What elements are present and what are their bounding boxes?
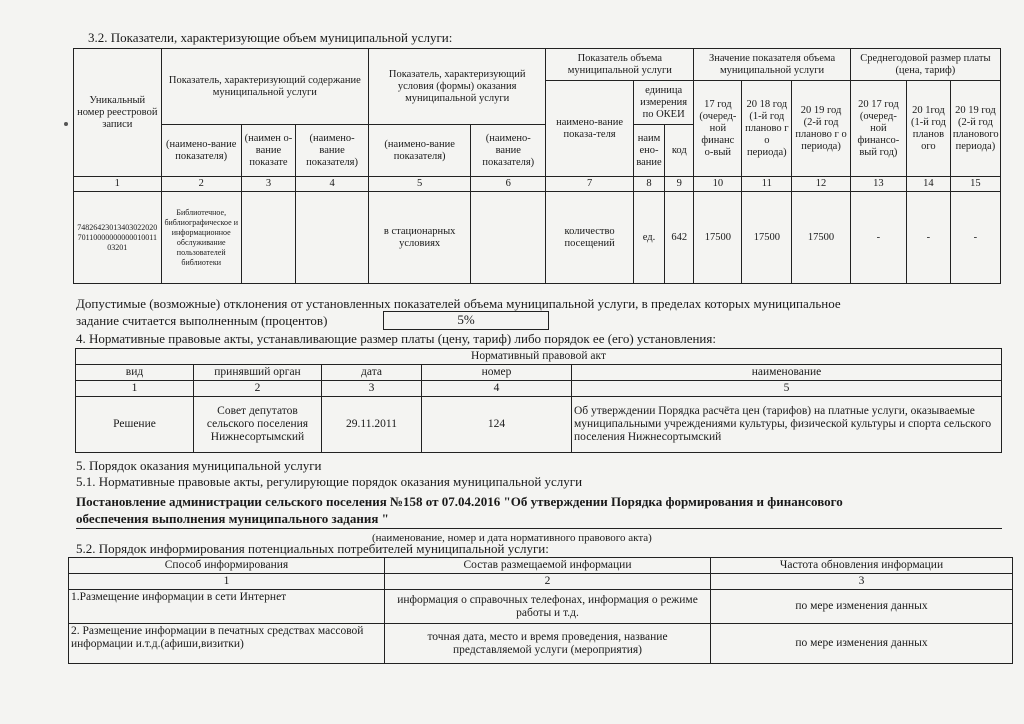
col-number: 4 <box>296 177 369 192</box>
act-underline <box>76 528 1002 529</box>
header-fee-year-2: 20 1год (1-й год планов ого <box>907 81 951 177</box>
col-number: 2 <box>385 574 711 590</box>
header-fee-year-3: 20 19 год (2-й год планового периода) <box>950 81 1000 177</box>
header-name-indicator-5: (наимено-вание показателя) <box>471 125 546 177</box>
deviation-text-line-1: Допустимые (возможные) отклонения от установленных показателей объема муниципальной услуги, в пределах которых муниципальное <box>76 296 841 311</box>
header-fee-year-1: 20 17 год (очеред-ной финансо-вый год) <box>850 81 906 177</box>
info-content: информация о справочных телефонах, информация о режиме работы и т.д. <box>385 590 711 624</box>
header-type: вид <box>76 365 194 381</box>
table-row <box>74 192 1001 284</box>
col-number: 8 <box>633 177 664 192</box>
col-number: 15 <box>950 177 1000 192</box>
header-year-1: 17 год (очеред-ной финанс о-вый <box>694 81 742 177</box>
header-unit: единица измерения по ОКЕИ <box>633 81 693 125</box>
service-content: Библиотечное, библиографическое и информационное обслуживание пользователей библиотеки <box>161 192 241 284</box>
header-volume-name: наимено-вание показа-теля <box>546 81 634 177</box>
act-number: 124 <box>422 397 572 453</box>
col-number: 1 <box>69 574 385 590</box>
normative-acts-table <box>75 348 1002 453</box>
act-date: 29.11.2011 <box>322 397 422 453</box>
info-content: точная дата, место и время проведения, название представляемой услуги (мероприятия) <box>385 624 711 664</box>
header-unit-code: код <box>665 125 694 177</box>
header-name-indicator-3: (наимено-вание показателя) <box>296 125 369 177</box>
header-organ: принявший орган <box>194 365 322 381</box>
header-date: дата <box>322 365 422 381</box>
header-unique-number: Уникальный номер реестровой записи <box>74 49 162 177</box>
info-method: 1.Размещение информации в сети Интернет <box>69 590 385 624</box>
act-caption: (наименование, номер и дата нормативного правового акта) <box>372 532 652 544</box>
table-row <box>76 397 1002 453</box>
col-number: 1 <box>74 177 162 192</box>
volume-indicator-name: количество посещений <box>546 192 634 284</box>
fee-year-3: - <box>950 192 1000 284</box>
col-number: 7 <box>546 177 634 192</box>
normative-act-caption: Нормативный правовой акт <box>76 349 1002 365</box>
unit-name: ед. <box>633 192 664 284</box>
act-type: Решение <box>76 397 194 453</box>
column-numbers-row <box>74 177 1001 192</box>
regulating-act-line-1: Постановление администрации сельского поселения №158 от 07.04.2016 "Об утверждении Порядка формирования и финансового <box>76 494 843 509</box>
header-name-indicator-1: (наимено-вание показателя) <box>161 125 241 177</box>
col-number: 3 <box>322 381 422 397</box>
col-number: 9 <box>665 177 694 192</box>
header-content: Состав размещаемой информации <box>385 558 711 574</box>
col-number: 10 <box>694 177 742 192</box>
col-number: 14 <box>907 177 951 192</box>
service-condition: в стационарных условиях <box>369 192 471 284</box>
header-unit-name: наим ено-вание <box>633 125 664 177</box>
info-frequency: по мере изменения данных <box>711 624 1013 664</box>
col-number: 5 <box>572 381 1002 397</box>
col-number: 13 <box>850 177 906 192</box>
act-name: Об утверждении Порядка расчёта цен (тарифов) на платные услуги, оказываемые муниципальными учреждениями культуры, физической культуры и спорта сельского поселения Нижнесортымский <box>572 397 1002 453</box>
section-3-2-heading: 3.2. Показатели, характеризующие объем муниципальной услуги: <box>88 30 453 45</box>
value-year-1: 17500 <box>694 192 742 284</box>
header-number: номер <box>422 365 572 381</box>
col-number: 2 <box>194 381 322 397</box>
col-number: 3 <box>241 177 295 192</box>
col-number: 1 <box>76 381 194 397</box>
section-5-heading: 5. Порядок оказания муниципальной услуги <box>76 458 322 473</box>
col-number: 11 <box>742 177 792 192</box>
fee-year-2: - <box>907 192 951 284</box>
header-name-indicator-4: (наимено-вание показателя) <box>369 125 471 177</box>
col-number: 2 <box>161 177 241 192</box>
deviation-text-line-2: задание считается выполненным (процентов) <box>76 313 328 328</box>
regulating-act-line-2: обеспечения выполнения муниципального задания " <box>76 511 389 526</box>
header-year-2: 20 18 год (1-й год планово г о периода) <box>742 81 792 177</box>
header-name-indicator-2: (наимен о-вание показате <box>241 125 295 177</box>
col-number: 6 <box>471 177 546 192</box>
header-method: Способ информирования <box>69 558 385 574</box>
section-4-heading: 4. Нормативные правовые акты, устанавливающие размер платы (цену, тариф) либо порядок ее (его) установления: <box>76 331 716 346</box>
col-number: 12 <box>792 177 850 192</box>
header-condition-indicator: Показатель, характеризующий условия (формы) оказания муниципальной услуги <box>369 49 546 125</box>
informing-table <box>68 557 1013 664</box>
table-row <box>69 590 1013 624</box>
scan-dot <box>64 122 68 126</box>
section-5-2-heading: 5.2. Порядок информирования потенциальных потребителей муниципальной услуги: <box>76 541 549 556</box>
volume-indicators-table <box>73 48 1001 284</box>
header-volume-indicator: Показатель объема муниципальной услуги <box>546 49 694 81</box>
header-average-fee: Среднегодовой размер платы (цена, тариф) <box>850 49 1000 81</box>
deviation-value-box: 5% <box>383 311 549 330</box>
info-method: 2. Размещение информации в печатных средствах массовой информации и.т.д.(афиши,визитки) <box>69 624 385 664</box>
col-number: 5 <box>369 177 471 192</box>
col-number: 4 <box>422 381 572 397</box>
header-volume-value: Значение показателя объема муниципальной услуги <box>694 49 850 81</box>
section-5-1-heading: 5.1. Нормативные правовые акты, регулирующие порядок оказания муниципальной услуги <box>76 474 583 489</box>
info-frequency: по мере изменения данных <box>711 590 1013 624</box>
header-frequency: Частота обновления информации <box>711 558 1013 574</box>
fee-year-1: - <box>850 192 906 284</box>
header-content-indicator: Показатель, характеризующий содержание муниципальной услуги <box>161 49 368 125</box>
act-organ: Совет депутатов сельского поселения Нижнесортымский <box>194 397 322 453</box>
unique-record-number: 748264230134030220207011000000000001001103201 <box>74 192 162 284</box>
unit-code: 642 <box>665 192 694 284</box>
value-year-3: 17500 <box>792 192 850 284</box>
header-year-3: 20 19 год (2-й год планово г о периода) <box>792 81 850 177</box>
col-number: 3 <box>711 574 1013 590</box>
value-year-2: 17500 <box>742 192 792 284</box>
header-name: наименование <box>572 365 1002 381</box>
table-row <box>69 624 1013 664</box>
